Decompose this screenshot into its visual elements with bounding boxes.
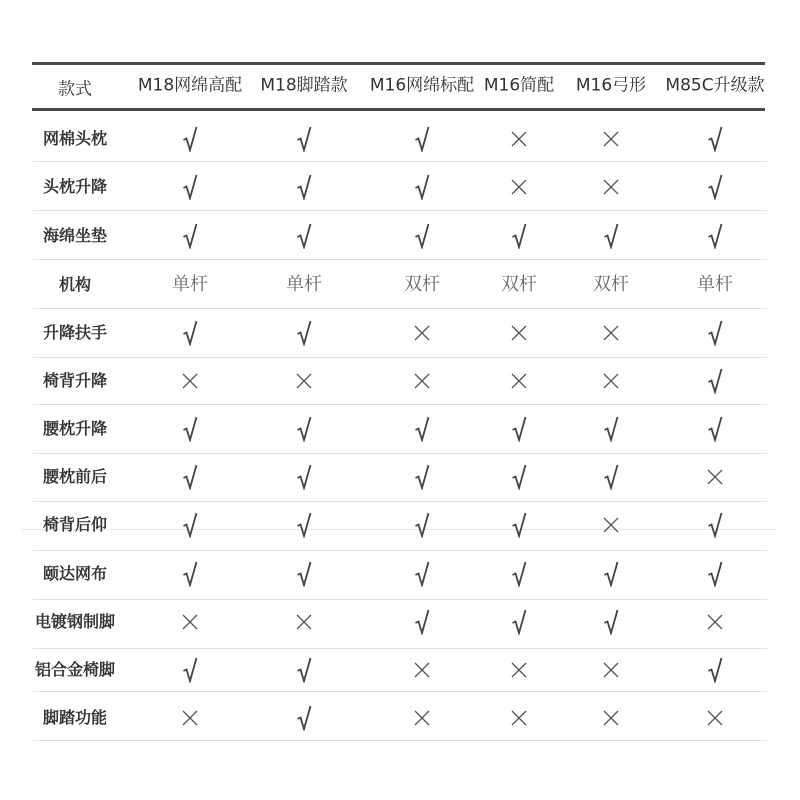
row-label: 升降扶手 (42, 323, 108, 342)
check-mark-icon (600, 609, 622, 635)
cross-mark-icon (704, 464, 726, 490)
cross-mark-icon (293, 609, 315, 635)
cross-mark-icon (411, 657, 433, 683)
check-mark-icon (411, 512, 433, 538)
table-cell-value: 单杆 (172, 274, 208, 295)
check-mark-icon (293, 126, 315, 152)
row-label: 电镀钢制脚 (34, 612, 116, 631)
column-header: M16弓形 (575, 75, 647, 96)
row-divider (33, 161, 767, 162)
check-mark-icon (179, 464, 201, 490)
check-mark-icon (411, 464, 433, 490)
row-divider (33, 210, 767, 211)
column-header: M16简配 (483, 75, 555, 96)
cross-mark-icon (600, 174, 622, 200)
check-mark-icon (293, 705, 315, 731)
check-mark-icon (704, 657, 726, 683)
cross-mark-icon (600, 368, 622, 394)
table-top-rule (32, 62, 765, 65)
cross-mark-icon (508, 705, 530, 731)
table-cell-value: 双杆 (501, 274, 537, 295)
row-label: 颐达网布 (42, 564, 108, 583)
column-header: M85C升级款 (665, 75, 765, 96)
row-label: 腰枕前后 (42, 467, 108, 486)
check-mark-icon (293, 464, 315, 490)
check-mark-icon (293, 416, 315, 442)
check-mark-icon (508, 609, 530, 635)
cross-mark-icon (179, 368, 201, 394)
row-label: 腰枕升降 (42, 419, 108, 438)
check-mark-icon (508, 223, 530, 249)
check-mark-icon (411, 126, 433, 152)
check-mark-icon (411, 223, 433, 249)
row-divider (33, 648, 767, 649)
cross-mark-icon (704, 609, 726, 635)
check-mark-icon (179, 657, 201, 683)
check-mark-icon (179, 561, 201, 587)
row-label: 椅背升降 (42, 371, 108, 390)
cross-mark-icon (179, 609, 201, 635)
cross-mark-icon (508, 174, 530, 200)
row-label: 铝合金椅脚 (34, 660, 116, 679)
check-mark-icon (704, 174, 726, 200)
check-mark-icon (600, 464, 622, 490)
cross-mark-icon (293, 368, 315, 394)
check-mark-icon (179, 174, 201, 200)
cross-mark-icon (411, 368, 433, 394)
row-label: 机构 (58, 275, 92, 294)
cross-mark-icon (179, 705, 201, 731)
row-divider (33, 453, 767, 454)
column-header: M18网绵高配 (137, 75, 243, 96)
table-cell-value: 双杆 (404, 274, 440, 295)
check-mark-icon (293, 561, 315, 587)
check-mark-icon (411, 174, 433, 200)
row-label: 脚踏功能 (42, 708, 108, 727)
check-mark-icon (600, 561, 622, 587)
row-label: 椅背后仰 (42, 515, 108, 534)
check-mark-icon (508, 464, 530, 490)
table-cell-value: 单杆 (697, 274, 733, 295)
row-label: 海绵坐垫 (42, 226, 108, 245)
row-divider (33, 357, 767, 358)
column-header: M18脚踏款 (260, 75, 348, 96)
row-divider (33, 259, 767, 260)
row-divider (33, 501, 767, 502)
check-mark-icon (293, 657, 315, 683)
cross-mark-icon (704, 705, 726, 731)
cross-mark-icon (600, 512, 622, 538)
check-mark-icon (179, 320, 201, 346)
row-divider (33, 404, 767, 405)
cross-mark-icon (411, 705, 433, 731)
check-mark-icon (600, 416, 622, 442)
check-mark-icon (293, 223, 315, 249)
check-mark-icon (704, 368, 726, 394)
table-cell-value: 双杆 (593, 274, 629, 295)
row-divider (33, 599, 767, 600)
check-mark-icon (179, 223, 201, 249)
check-mark-icon (704, 416, 726, 442)
check-mark-icon (704, 320, 726, 346)
row-divider (33, 740, 767, 741)
check-mark-icon (704, 223, 726, 249)
header-corner-label: 款式 (58, 79, 92, 100)
table-cell-value: 单杆 (286, 274, 322, 295)
check-mark-icon (293, 512, 315, 538)
row-label: 网棉头枕 (42, 129, 108, 148)
check-mark-icon (293, 320, 315, 346)
check-mark-icon (179, 512, 201, 538)
cross-mark-icon (411, 320, 433, 346)
cross-mark-icon (508, 368, 530, 394)
check-mark-icon (411, 609, 433, 635)
check-mark-icon (293, 174, 315, 200)
row-divider (33, 550, 767, 551)
check-mark-icon (704, 126, 726, 152)
cross-mark-icon (600, 320, 622, 346)
cross-mark-icon (600, 126, 622, 152)
cross-mark-icon (508, 657, 530, 683)
cross-mark-icon (600, 657, 622, 683)
cross-mark-icon (508, 320, 530, 346)
check-mark-icon (508, 512, 530, 538)
divider (22, 529, 777, 530)
check-mark-icon (508, 561, 530, 587)
row-divider (33, 691, 767, 692)
cross-mark-icon (508, 126, 530, 152)
check-mark-icon (411, 561, 433, 587)
check-mark-icon (704, 561, 726, 587)
check-mark-icon (704, 512, 726, 538)
cross-mark-icon (600, 705, 622, 731)
check-mark-icon (411, 416, 433, 442)
column-header: M16网绵标配 (369, 75, 475, 96)
check-mark-icon (179, 416, 201, 442)
check-mark-icon (508, 416, 530, 442)
row-divider (33, 308, 767, 309)
check-mark-icon (600, 223, 622, 249)
table-header-rule (32, 108, 765, 111)
check-mark-icon (179, 126, 201, 152)
row-label: 头枕升降 (42, 177, 108, 196)
